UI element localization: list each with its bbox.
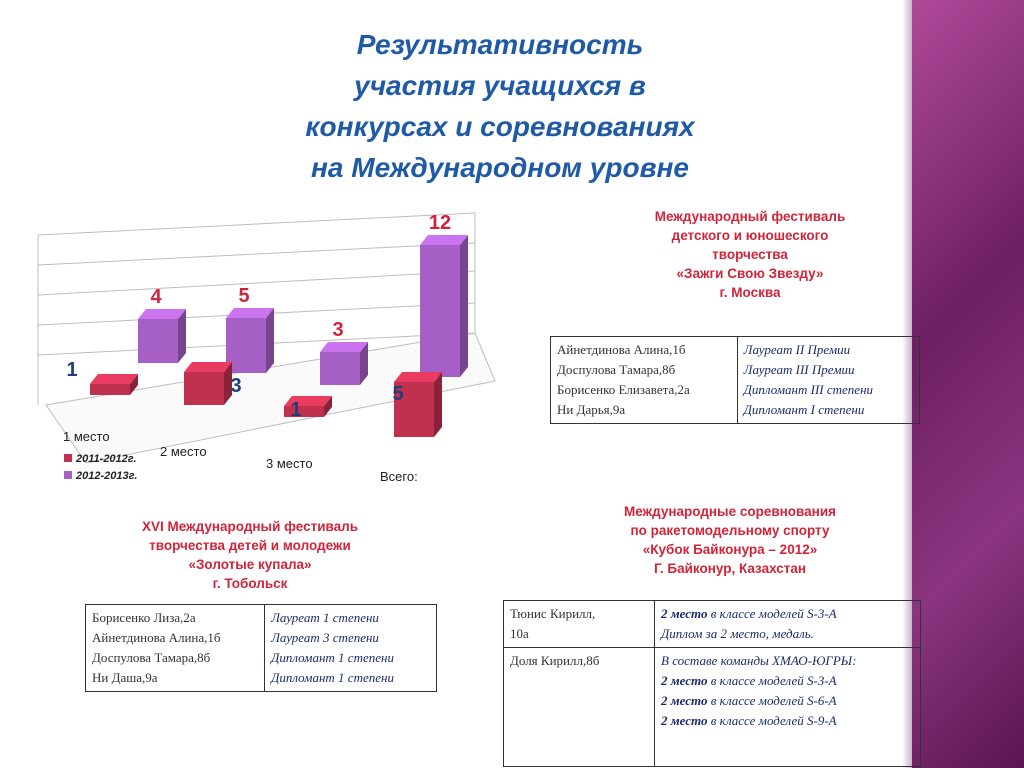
bar-top	[90, 374, 138, 384]
title-line: участия учащихся в	[354, 70, 646, 101]
place-text: 2 место	[661, 673, 708, 688]
award-text: Дипломант 1 степени	[271, 670, 394, 685]
award-text: Лауреат 1 степени	[271, 610, 379, 625]
bar-side	[434, 372, 442, 437]
awards-cell	[737, 337, 919, 424]
class-text: в классе моделей S-3-А	[707, 673, 837, 688]
data-label-2011-2012: 3	[230, 375, 242, 397]
title-line: конкурсах и соревнованиях	[305, 111, 695, 142]
participant-name: Ни Даша,9а	[92, 670, 158, 685]
bar-2012-2013	[226, 308, 274, 373]
festival-moscow-caption	[585, 207, 915, 302]
result-cell	[655, 601, 921, 648]
awards-cell	[265, 605, 437, 692]
bar-side	[460, 235, 468, 377]
bar-2012-2013	[420, 235, 468, 377]
participant-name: Ни Дарья,9а	[557, 402, 626, 417]
bar-2011-2012	[184, 362, 232, 405]
caption-line: «Кубок Байконура – 2012»	[642, 542, 818, 557]
caption-line: XVI Международный фестиваль	[141, 519, 359, 534]
baikonur-table	[503, 600, 921, 767]
legend-swatch	[64, 454, 72, 462]
legend-label: 2011-2012г.	[76, 453, 137, 465]
class-text: в классе моделей S-9-А	[707, 713, 837, 728]
bar-front	[90, 384, 130, 395]
grid-line	[38, 243, 475, 265]
bar-top	[420, 235, 468, 245]
data-label-2012-2013: 3	[332, 319, 344, 341]
legend-entry	[64, 470, 137, 482]
data-label-2011-2012: 1	[66, 359, 78, 381]
bar-top	[184, 362, 232, 372]
category-label: 3 место	[266, 456, 313, 471]
table-row	[504, 648, 921, 767]
data-label-2011-2012: 5	[392, 383, 404, 405]
class-text: в классе моделей S-6-А	[707, 693, 837, 708]
award-text: Дипломант I степени	[743, 402, 865, 417]
caption-line: творчества детей и молодежи	[149, 538, 351, 553]
chart-legend	[64, 453, 137, 482]
participant-name: Борисенко Елизавета,2а	[557, 382, 690, 397]
data-label-2012-2013: 5	[238, 285, 250, 307]
legend-label: 2012-2013г.	[76, 470, 138, 482]
class-text: в классе моделей S-3-А	[707, 606, 837, 621]
participant-cell	[504, 601, 655, 648]
result-line	[661, 671, 914, 691]
caption-line: детского и юношеского	[671, 228, 829, 243]
bar-top	[394, 372, 442, 382]
bar-front	[420, 245, 460, 377]
place-text: 2 место	[661, 693, 708, 708]
place-text: 2 место	[661, 713, 708, 728]
award-text: Лауреат 3 степени	[271, 630, 379, 645]
caption-line: Международный фестиваль	[654, 209, 846, 224]
grid-line	[38, 213, 475, 235]
participants-cell	[551, 337, 738, 424]
result-cell	[655, 648, 921, 767]
caption-line: г. Москва	[719, 285, 781, 300]
table-row	[504, 601, 921, 648]
bar-top	[320, 342, 368, 352]
caption-line: «Золотые купала»	[188, 557, 312, 572]
page-title	[250, 24, 750, 188]
award-text: Лауреат II Премии	[743, 342, 851, 357]
bar-front	[184, 372, 224, 405]
award-text: Дипломант III степени	[743, 382, 874, 397]
caption-line: творчества	[712, 247, 788, 262]
bar-top	[226, 308, 274, 318]
bar-top	[138, 309, 186, 319]
category-label: Всего:	[380, 469, 418, 484]
participant-name: Тюнис Кирилл,	[510, 606, 596, 621]
data-label-2012-2013: 12	[428, 212, 452, 234]
festival-moscow-table	[550, 336, 920, 424]
baikonur-caption	[560, 502, 900, 578]
legend-entry	[64, 453, 137, 465]
bar-side	[266, 308, 274, 373]
participant-name: Айнетдинова Алина,1б	[557, 342, 686, 357]
title-line: на Международном уровне	[311, 152, 689, 183]
grid-line	[38, 271, 475, 295]
participant-cell	[504, 648, 655, 767]
diploma-text: Диплом за 2 место, медаль.	[661, 626, 814, 641]
bar-front	[320, 352, 360, 385]
caption-line: «Зажги Свою Звезду»	[676, 266, 824, 281]
result-line	[661, 691, 914, 711]
caption-line: г. Тобольск	[212, 576, 288, 591]
data-label-2012-2013: 4	[150, 286, 162, 308]
caption-line: по ракетомодельному спорту	[630, 523, 830, 538]
table-row	[86, 605, 437, 692]
participant-name: Айнетдинова Алина,1б	[92, 630, 221, 645]
festival-tobolsk-table	[85, 604, 437, 692]
bar-front	[138, 319, 178, 363]
category-label: 1 место	[63, 429, 110, 444]
bar-2011-2012	[90, 374, 138, 395]
data-label-2011-2012: 1	[290, 399, 302, 421]
decorative-side-band	[912, 0, 1024, 768]
participant-class: 10а	[510, 626, 529, 641]
result-line	[661, 711, 914, 731]
result-line	[661, 604, 914, 624]
table-row	[551, 337, 920, 424]
award-text: Лауреат III Премии	[743, 362, 855, 377]
legend-swatch	[64, 471, 72, 479]
category-label: 2 место	[160, 444, 207, 459]
participant-name: Доля Кирилл,8б	[510, 653, 600, 668]
award-text: Дипломант 1 степени	[271, 650, 394, 665]
bar-2012-2013	[320, 342, 368, 385]
results-3d-bar-chart	[28, 205, 508, 490]
title-line: Результативность	[356, 29, 644, 60]
participant-name: Доспулова Тамара,8б	[557, 362, 676, 377]
festival-tobolsk-caption	[70, 517, 430, 593]
caption-line: Г. Байконур, Казахстан	[653, 561, 807, 576]
participants-cell	[86, 605, 265, 692]
bar-2012-2013	[138, 309, 186, 363]
team-text: В составе команды ХМАО-ЮГРЫ:	[661, 653, 857, 668]
caption-line: Международные соревнования	[623, 504, 837, 519]
place-text: 2 место	[661, 606, 708, 621]
participant-name: Борисенко Лиза,2а	[92, 610, 196, 625]
participant-name: Доспулова Тамара,8б	[92, 650, 211, 665]
